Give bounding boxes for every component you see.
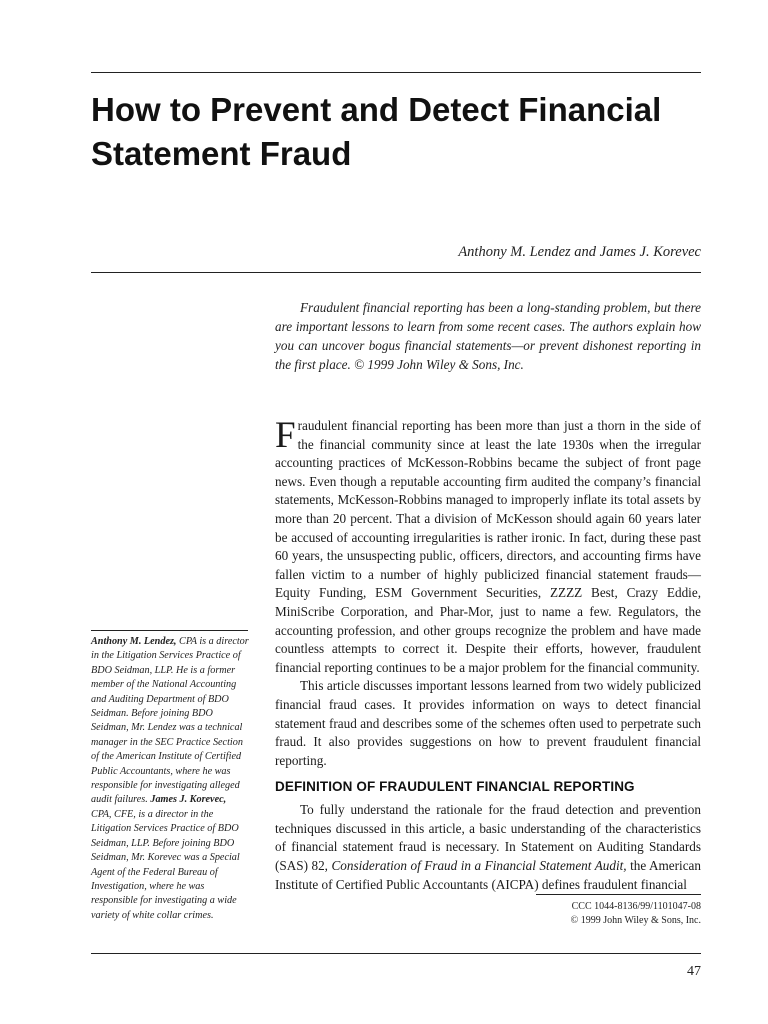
article-title: How to Prevent and Detect Financial Statement Fraud: [91, 91, 662, 172]
author-2-name: James J. Korevec,: [150, 794, 227, 806]
author-1-bio: CPA is a director in the Litigation Services Practice of BDO Seidman, LLP. He is a former member of the National Accounting and Auditing Department of BDO Seidman. Before joining BDO Seidman, Mr. Lendez was a technical manager in the SEC Practice Section of the American Institute of Certified Public Accountants, where he was responsible for investigating alleged audit failures.: [91, 636, 249, 806]
paragraph-3-text-start: To fully understand the rationale for the fraud detection and prevention techniques discussed in this article, a basic understanding of the characteristics of financial statement fraud is necessary. In Statement on Auditing Standards (SAS) 82,: [275, 802, 701, 874]
sidebar-rule: [91, 630, 248, 631]
author-bio-sidebar: [91, 635, 249, 923]
ccc-code: CCC 1044-8136/99/1101047-08: [571, 901, 701, 912]
body-paragraph-1: Fraudulent financial reporting has been more than just a thorn in the side of the financial community since at least the late 1930s when the irregular accounting practices of McKesson-Robbins became the subject of front page news. Even though a reputable accounting firm audited the company’s financial statements, McKesson-Robbins managed to improperly inflate its total assets by more than 20 percent. That a division of McKesson should again 60 years later be accused of accounting irregularities is rather ironic. In fact, during these past 60 years, the unsuspecting public, officers, directors, and accounting firms have fallen victim to a number of highly publicized financial statement frauds—Equity Funding, ESM Government Securities, ZZZZ Best, Crazy Eddie, MiniScribe Corporation, and Phar-Mor, just to name a few. Regulators, the accounting profession, and other groups recognize the problem and have made countless attempts to correct it. Despite their efforts, however, fraudulent financial reporting continues to be a major problem for the financial community.: [275, 415, 701, 675]
author-2-bio: CPA, CFE, is a director in the Litigation Services Practice of BDO Seidman, LLP. Before joining BDO Seidman, Mr. Korevec was a Special Agent of the Federal Bureau of Investigation, where he was responsible for investigating a wide variety of white collar crimes.: [91, 808, 240, 921]
body-paragraph-2: This article discusses important lessons learned from two widely publicized financial fraud cases. It provides information on ways to detect financial statement fraud and describes some of the schemes often used to perpetrate such fraud. It also provides suggestions on how to prevent fraudulent financial reporting.: [275, 678, 701, 768]
page-number: 47: [687, 964, 701, 979]
paragraph-3-text-end: the American Institute of Certified Public Accountants (AICPA) defines fraudulent financial: [275, 858, 702, 892]
article-body: [275, 417, 701, 894]
article-abstract: Fraudulent financial reporting has been a long-standing problem, but there are important lessons to learn from some recent cases. The authors explain how you can uncover bogus financial statements—or prevent dishonest reporting in the first place. © 1999 John Wiley & Sons, Inc.: [275, 300, 701, 372]
bottom-rule: [91, 953, 701, 954]
section-heading: DEFINITION OF FRAUDULENT FINANCIAL REPORTING: [275, 779, 635, 795]
author-1-name: Anthony M. Lendez,: [91, 636, 177, 647]
body-paragraph-3: [275, 801, 701, 894]
article-authors: Anthony M. Lendez and James J. Korevec: [458, 244, 701, 260]
copyright-block: [571, 900, 701, 928]
footer-short-rule: [536, 894, 701, 895]
top-rule: [91, 72, 701, 73]
copyright-line: © 1999 John Wiley & Sons, Inc.: [570, 915, 701, 926]
header-divider: [91, 272, 701, 273]
sas-82-title: Consideration of Fraud in a Financial Statement Audit,: [331, 858, 627, 874]
